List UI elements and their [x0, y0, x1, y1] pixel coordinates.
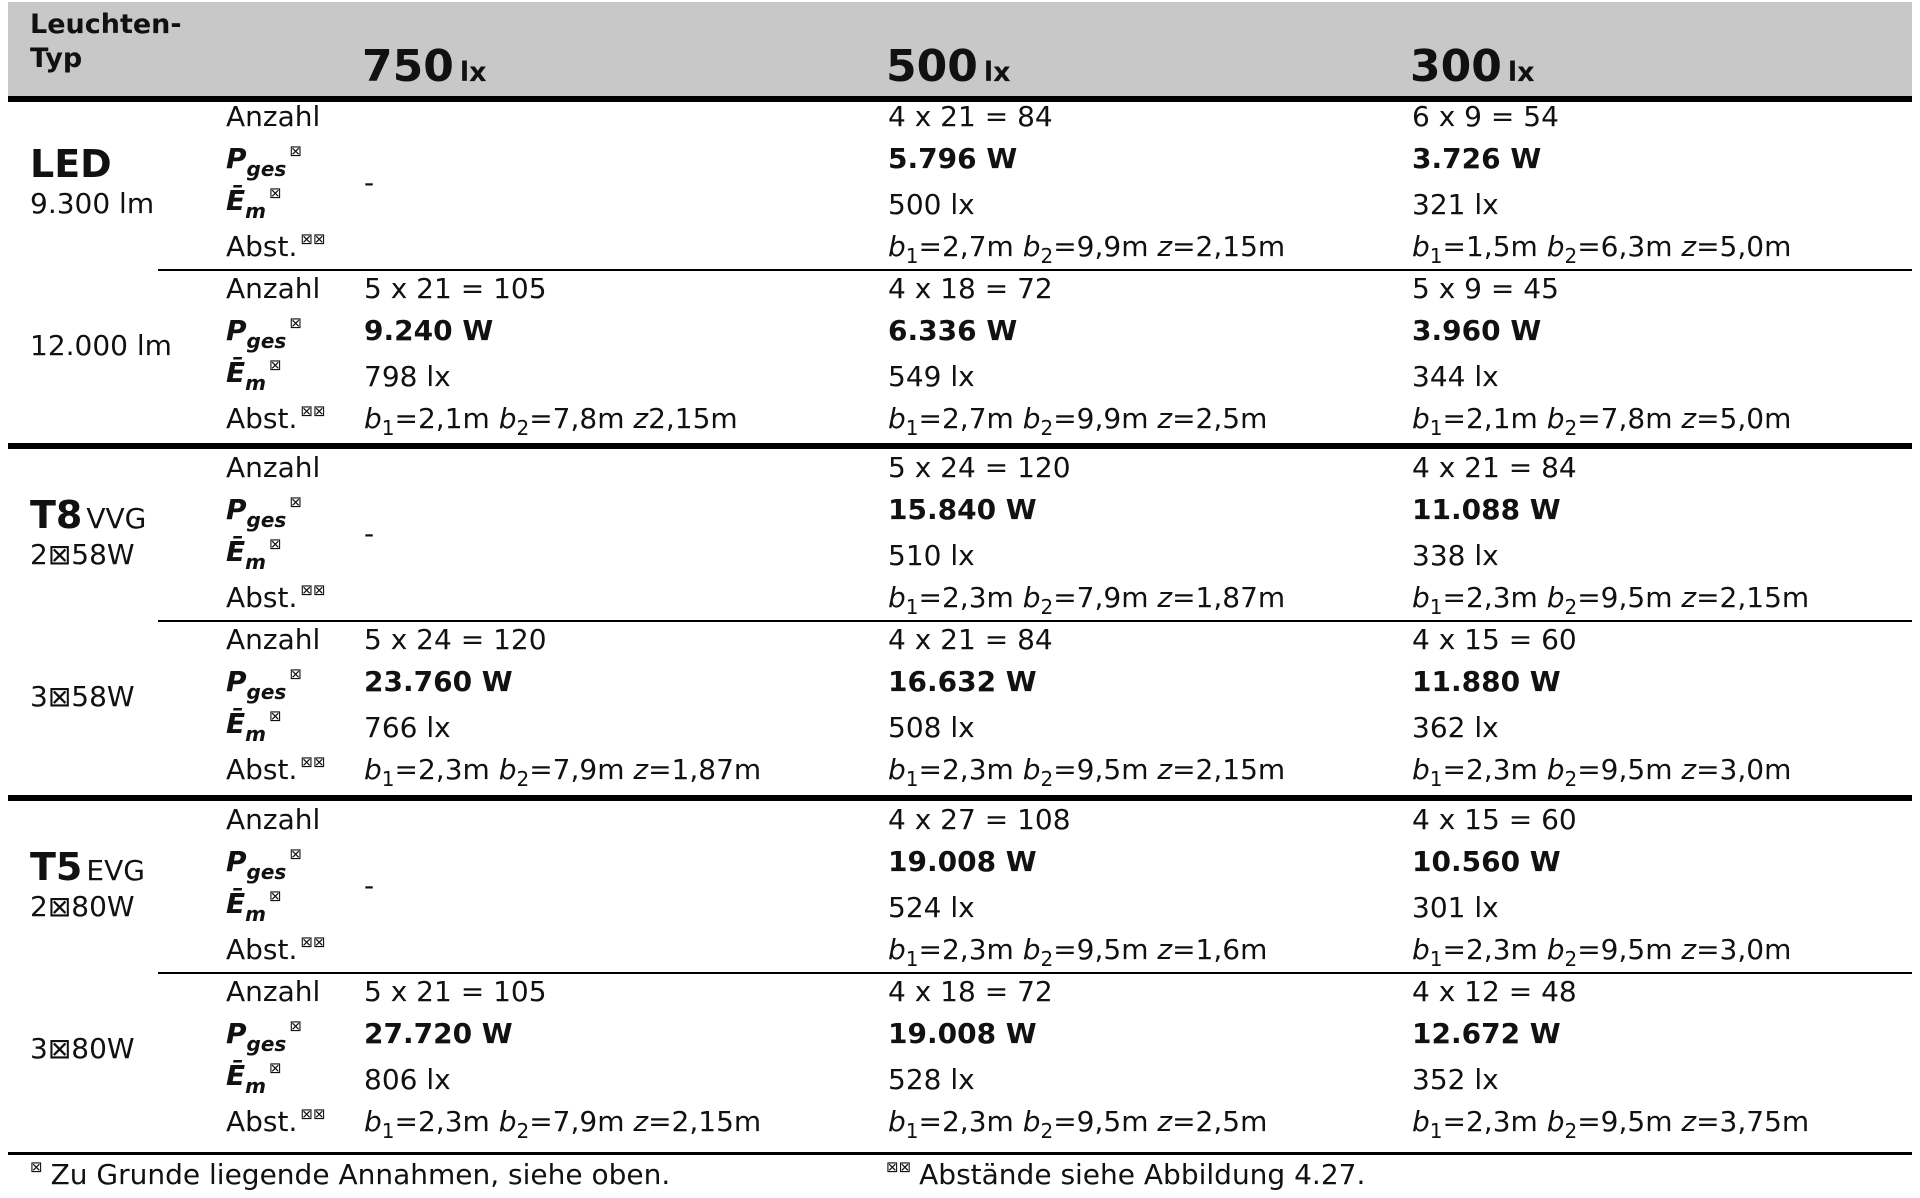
b2-subscript: 2	[1040, 767, 1054, 791]
empty-cell-dash: -	[364, 869, 375, 902]
z-symbol: z	[1157, 230, 1173, 263]
mean-illuminance: 352 lx	[1412, 1063, 1499, 1096]
param-illuminance-label	[226, 707, 282, 745]
note-mark: ⊠	[268, 356, 282, 374]
b2-value: =9,5m	[1053, 1105, 1149, 1138]
luminaire-count: 4 x 21 = 84	[888, 623, 1053, 656]
param-power-label	[226, 314, 302, 352]
total-power: 19.008 W	[888, 1017, 1037, 1050]
b1-value: =2,7m	[918, 402, 1014, 435]
b2-subscript: 2	[1564, 947, 1578, 971]
z-value: =3,75m	[1696, 1105, 1810, 1138]
b1-symbol: b	[888, 933, 906, 966]
b1-symbol: b	[1412, 1105, 1430, 1138]
param-spacing-label	[226, 581, 326, 619]
param-illuminance-label	[226, 356, 282, 394]
note-mark: ⊠	[289, 845, 302, 863]
lamp-type-label	[30, 1031, 135, 1067]
b2-symbol: b	[1022, 1105, 1041, 1138]
mean-illuminance: 528 lx	[888, 1063, 975, 1096]
illuminance-symbol: Ē	[226, 184, 246, 217]
total-power: 6.336 W	[888, 314, 1018, 347]
z-symbol: z	[633, 1105, 649, 1138]
mean-illuminance: 321 lx	[1412, 188, 1499, 221]
param-illuminance-label	[226, 887, 282, 925]
footnote-mark: ⊠	[30, 1158, 43, 1176]
b1-symbol: b	[1412, 933, 1430, 966]
luminaire-count: 4 x 27 = 108	[888, 803, 1071, 836]
lamp-ballast-type: VVG	[86, 502, 147, 535]
z-symbol: z	[1681, 581, 1697, 614]
lamp-type-label	[30, 328, 172, 364]
illuminance-subscript: m	[245, 722, 266, 746]
z-value: =1,87m	[1172, 581, 1286, 614]
b1-subscript: 1	[905, 947, 919, 971]
b2-symbol: b	[1022, 753, 1041, 786]
note-mark: ⊠	[268, 535, 282, 553]
total-power: 11.088 W	[1412, 493, 1561, 526]
b1-symbol: b	[888, 753, 906, 786]
power-symbol: P	[226, 493, 247, 526]
z-value: =3,0m	[1696, 933, 1792, 966]
spacing-label-text: Abst.	[226, 753, 298, 786]
column-header-750	[362, 42, 487, 98]
b1-subscript: 1	[1429, 416, 1443, 440]
mean-illuminance: 798 lx	[364, 360, 451, 393]
b1-subscript: 1	[1429, 595, 1443, 619]
b2-subscript: 2	[1040, 595, 1054, 619]
power-subscript: ges	[246, 508, 287, 532]
type-column-header: Leuchten- Typ	[30, 9, 182, 74]
b1-symbol: b	[364, 753, 382, 786]
mean-illuminance: 510 lx	[888, 539, 975, 572]
luminaire-count: 4 x 18 = 72	[888, 272, 1053, 305]
z-symbol: z	[1157, 933, 1173, 966]
z-value: =1,87m	[648, 753, 762, 786]
b1-subscript: 1	[1429, 767, 1443, 791]
b2-symbol: b	[498, 402, 517, 435]
lamp-variant: 9.300 lm	[30, 187, 155, 220]
power-symbol: P	[226, 314, 247, 347]
b1-value: =2,3m	[1442, 1105, 1538, 1138]
power-subscript: ges	[246, 680, 287, 704]
luminaire-spacing	[1412, 581, 1809, 617]
param-spacing-label	[226, 1105, 326, 1143]
b2-value: =9,5m	[1053, 933, 1149, 966]
luminaire-count: 6 x 9 = 54	[1412, 100, 1559, 133]
illuminance-subscript: m	[245, 550, 266, 574]
param-illuminance-label	[226, 535, 282, 573]
luminaire-count: 4 x 15 = 60	[1412, 803, 1577, 836]
z-symbol: z	[1681, 230, 1697, 263]
z-value: 2,15m	[648, 402, 738, 435]
z-value: =3,0m	[1696, 753, 1792, 786]
luminaire-count: 4 x 18 = 72	[888, 975, 1053, 1008]
b1-symbol: b	[888, 1105, 906, 1138]
b1-subscript: 1	[905, 1119, 919, 1143]
power-symbol: P	[226, 142, 247, 175]
lamp-variant: 2⊠80W	[30, 890, 135, 923]
param-spacing-label	[226, 933, 326, 971]
column-value: 500	[886, 41, 978, 92]
column-header-500	[886, 42, 1011, 98]
b1-value: =1,5m	[1442, 230, 1538, 263]
b1-subscript: 1	[1429, 1119, 1443, 1143]
b2-symbol: b	[498, 1105, 517, 1138]
luminaire-spacing	[1412, 230, 1791, 266]
z-value: =5,0m	[1696, 230, 1792, 263]
b1-subscript: 1	[905, 767, 919, 791]
total-power: 27.720 W	[364, 1017, 513, 1050]
b2-subscript: 2	[516, 767, 530, 791]
lamp-ballast-type: EVG	[86, 854, 145, 887]
luminaire-spacing	[888, 1105, 1267, 1141]
b2-value: =9,9m	[1053, 230, 1149, 263]
z-symbol: z	[1157, 581, 1173, 614]
mean-illuminance: 362 lx	[1412, 711, 1499, 744]
z-value: =2,5m	[1172, 402, 1268, 435]
footnote-mark: ⊠⊠	[886, 1158, 912, 1176]
b2-symbol: b	[1546, 230, 1565, 263]
param-power-label	[226, 1017, 302, 1055]
z-symbol: z	[1681, 933, 1697, 966]
b2-symbol: b	[1022, 933, 1041, 966]
mean-illuminance: 766 lx	[364, 711, 451, 744]
param-count-label: Anzahl	[226, 100, 321, 133]
column-unit: lx	[1507, 57, 1535, 88]
b2-symbol: b	[1546, 933, 1565, 966]
b2-symbol: b	[1546, 581, 1565, 614]
b1-value: =2,1m	[394, 402, 490, 435]
note-mark: ⊠	[289, 314, 302, 332]
luminaire-spacing	[888, 230, 1285, 266]
z-symbol: z	[1681, 402, 1697, 435]
power-subscript: ges	[246, 860, 287, 884]
b1-value: =2,3m	[918, 753, 1014, 786]
b2-value: =9,5m	[1053, 753, 1149, 786]
luminaire-count: 5 x 9 = 45	[1412, 272, 1559, 305]
column-header-300	[1410, 42, 1535, 98]
mean-illuminance: 500 lx	[888, 188, 975, 221]
luminaire-spacing	[1412, 753, 1791, 789]
total-power: 19.008 W	[888, 845, 1037, 878]
lamp-type-name: T5	[30, 845, 83, 889]
b1-value: =2,3m	[394, 1105, 490, 1138]
spacing-label-text: Abst.	[226, 933, 298, 966]
b2-subscript: 2	[1040, 1119, 1054, 1143]
illuminance-symbol: Ē	[226, 1059, 246, 1092]
z-symbol: z	[1157, 1105, 1173, 1138]
b1-symbol: b	[1412, 581, 1430, 614]
b2-value: =7,9m	[1053, 581, 1149, 614]
luminaire-spacing	[1412, 933, 1791, 969]
b1-symbol: b	[1412, 753, 1430, 786]
z-symbol: z	[633, 753, 649, 786]
b1-subscript: 1	[381, 767, 395, 791]
table-bottom-rule	[8, 1152, 1912, 1155]
param-power-label	[226, 493, 302, 531]
group-separator-rule	[8, 443, 1912, 449]
b2-subscript: 2	[1564, 1119, 1578, 1143]
note-mark: ⊠⊠	[300, 753, 326, 771]
illuminance-symbol: Ē	[226, 535, 246, 568]
total-power: 5.796 W	[888, 142, 1018, 175]
luminaire-spacing	[364, 1105, 761, 1141]
b2-subscript: 2	[1564, 416, 1578, 440]
spacing-label-text: Abst.	[226, 230, 298, 263]
z-symbol: z	[1157, 402, 1173, 435]
z-symbol: z	[633, 402, 649, 435]
b1-value: =2,7m	[918, 230, 1014, 263]
spacing-label-text: Abst.	[226, 581, 298, 614]
param-power-label	[226, 142, 302, 180]
spacing-label-text: Abst.	[226, 1105, 298, 1138]
b2-value: =9,5m	[1577, 581, 1673, 614]
param-spacing-label	[226, 402, 326, 440]
b1-value: =2,3m	[918, 581, 1014, 614]
footnote-spacing	[886, 1158, 1365, 1196]
note-mark: ⊠	[268, 887, 282, 905]
luminaire-spacing	[1412, 1105, 1809, 1141]
luminaire-count: 5 x 24 = 120	[364, 623, 547, 656]
luminaire-count: 5 x 24 = 120	[888, 451, 1071, 484]
total-power: 3.726 W	[1412, 142, 1542, 175]
b1-subscript: 1	[905, 244, 919, 268]
b1-value: =2,3m	[1442, 933, 1538, 966]
power-subscript: ges	[246, 157, 287, 181]
spacing-label-text: Abst.	[226, 402, 298, 435]
illuminance-symbol: Ē	[226, 887, 246, 920]
lamp-variant: 3⊠80W	[30, 1032, 135, 1065]
total-power: 10.560 W	[1412, 845, 1561, 878]
column-value: 750	[362, 41, 454, 92]
b1-subscript: 1	[1429, 244, 1443, 268]
param-count-label: Anzahl	[226, 451, 321, 484]
luminaire-spacing	[888, 402, 1267, 438]
luminaire-spacing	[888, 581, 1285, 617]
b2-symbol: b	[1546, 1105, 1565, 1138]
luminaire-count: 5 x 21 = 105	[364, 975, 547, 1008]
b1-symbol: b	[888, 402, 906, 435]
b2-subscript: 2	[1040, 947, 1054, 971]
illuminance-subscript: m	[245, 371, 266, 395]
param-power-label	[226, 665, 302, 703]
b2-symbol: b	[1546, 753, 1565, 786]
note-mark: ⊠	[289, 142, 302, 160]
b2-symbol: b	[1546, 402, 1565, 435]
column-value: 300	[1410, 41, 1502, 92]
mean-illuminance: 549 lx	[888, 360, 975, 393]
b1-value: =2,3m	[918, 933, 1014, 966]
luminaire-count: 4 x 15 = 60	[1412, 623, 1577, 656]
param-illuminance-label	[226, 184, 282, 222]
empty-cell-dash: -	[364, 517, 375, 550]
luminaire-spacing	[888, 933, 1267, 969]
lamp-type-label	[30, 493, 146, 573]
total-power: 15.840 W	[888, 493, 1037, 526]
b1-subscript: 1	[381, 416, 395, 440]
b1-value: =2,3m	[918, 1105, 1014, 1138]
param-power-label	[226, 845, 302, 883]
b1-symbol: b	[1412, 402, 1430, 435]
mean-illuminance: 806 lx	[364, 1063, 451, 1096]
param-spacing-label	[226, 753, 326, 791]
illuminance-subscript: m	[245, 902, 266, 926]
column-unit: lx	[983, 57, 1011, 88]
b1-subscript: 1	[381, 1119, 395, 1143]
lamp-type-name: T8	[30, 493, 83, 537]
lamp-type-name: LED	[30, 142, 112, 186]
b2-value: =7,9m	[529, 753, 625, 786]
z-value: =2,15m	[1172, 230, 1286, 263]
note-mark: ⊠	[268, 1059, 282, 1077]
total-power: 11.880 W	[1412, 665, 1561, 698]
note-mark: ⊠⊠	[300, 933, 326, 951]
z-value: =2,15m	[1696, 581, 1810, 614]
b1-value: =2,3m	[1442, 753, 1538, 786]
b2-value: =7,8m	[529, 402, 625, 435]
empty-cell-dash: -	[364, 166, 375, 199]
luminaire-count: 4 x 21 = 84	[888, 100, 1053, 133]
total-power: 16.632 W	[888, 665, 1037, 698]
mean-illuminance: 338 lx	[1412, 539, 1499, 572]
z-symbol: z	[1681, 753, 1697, 786]
footnote-assumptions	[30, 1158, 670, 1196]
total-power: 12.672 W	[1412, 1017, 1561, 1050]
illuminance-symbol: Ē	[226, 707, 246, 740]
b1-symbol: b	[888, 581, 906, 614]
b1-value: =2,1m	[1442, 402, 1538, 435]
b1-value: =2,3m	[1442, 581, 1538, 614]
note-mark: ⊠	[289, 665, 302, 683]
mean-illuminance: 344 lx	[1412, 360, 1499, 393]
z-value: =1,6m	[1172, 933, 1268, 966]
total-power: 3.960 W	[1412, 314, 1542, 347]
z-value: =2,15m	[1172, 753, 1286, 786]
param-illuminance-label	[226, 1059, 282, 1097]
note-mark: ⊠	[268, 184, 282, 202]
luminaire-count: 4 x 21 = 84	[1412, 451, 1577, 484]
lamp-type-label	[30, 142, 154, 222]
power-subscript: ges	[246, 329, 287, 353]
total-power: 9.240 W	[364, 314, 494, 347]
luminaire-spacing	[888, 753, 1285, 789]
b1-subscript: 1	[905, 416, 919, 440]
b2-symbol: b	[498, 753, 517, 786]
b2-subscript: 2	[516, 1119, 530, 1143]
row-separator-rule	[158, 620, 1912, 622]
b1-symbol: b	[888, 230, 906, 263]
param-count-label: Anzahl	[226, 975, 321, 1008]
column-unit: lx	[459, 57, 487, 88]
b2-subscript: 2	[1040, 244, 1054, 268]
note-mark: ⊠⊠	[300, 1105, 326, 1123]
note-mark: ⊠	[289, 493, 302, 511]
total-power: 23.760 W	[364, 665, 513, 698]
illuminance-subscript: m	[245, 1074, 266, 1098]
b2-subscript: 2	[1564, 244, 1578, 268]
lamp-type-label	[30, 845, 145, 925]
z-value: =2,5m	[1172, 1105, 1268, 1138]
b2-value: =7,9m	[529, 1105, 625, 1138]
param-count-label: Anzahl	[226, 803, 321, 836]
illuminance-symbol: Ē	[226, 356, 246, 389]
mean-illuminance: 508 lx	[888, 711, 975, 744]
mean-illuminance: 524 lx	[888, 891, 975, 924]
note-mark: ⊠	[289, 1017, 302, 1035]
luminaire-spacing	[1412, 402, 1791, 438]
row-separator-rule	[158, 972, 1912, 974]
lamp-type-label	[30, 679, 135, 715]
b1-subscript: 1	[905, 595, 919, 619]
note-mark: ⊠⊠	[300, 230, 326, 248]
power-symbol: P	[226, 845, 247, 878]
power-symbol: P	[226, 1017, 247, 1050]
b2-value: =9,5m	[1577, 753, 1673, 786]
b2-symbol: b	[1022, 581, 1041, 614]
power-symbol: P	[226, 665, 247, 698]
b2-subscript: 2	[1564, 595, 1578, 619]
illuminance-subscript: m	[245, 199, 266, 223]
z-value: =2,15m	[648, 1105, 762, 1138]
z-value: =5,0m	[1696, 402, 1792, 435]
b1-value: =2,3m	[394, 753, 490, 786]
b1-symbol: b	[364, 402, 382, 435]
param-count-label: Anzahl	[226, 623, 321, 656]
lamp-variant: 12.000 lm	[30, 329, 172, 362]
b2-symbol: b	[1022, 402, 1041, 435]
b2-value: =9,9m	[1053, 402, 1149, 435]
note-mark: ⊠⊠	[300, 402, 326, 420]
b1-symbol: b	[1412, 230, 1430, 263]
z-symbol: z	[1157, 753, 1173, 786]
param-spacing-label	[226, 230, 326, 268]
b2-value: =7,8m	[1577, 402, 1673, 435]
footnote-text: Abstände siehe Abbildung 4.27.	[919, 1158, 1366, 1191]
note-mark: ⊠	[268, 707, 282, 725]
b2-subscript: 2	[1040, 416, 1054, 440]
luminaire-spacing	[364, 402, 738, 438]
luminaire-spacing	[364, 753, 761, 789]
b2-subscript: 2	[516, 416, 530, 440]
lamp-variant: 3⊠58W	[30, 680, 135, 713]
lamp-variant: 2⊠58W	[30, 538, 135, 571]
b1-subscript: 1	[1429, 947, 1443, 971]
group-separator-rule	[8, 795, 1912, 801]
row-separator-rule	[158, 269, 1912, 271]
b2-value: =6,3m	[1577, 230, 1673, 263]
power-subscript: ges	[246, 1032, 287, 1056]
mean-illuminance: 301 lx	[1412, 891, 1499, 924]
luminaire-count: 4 x 12 = 48	[1412, 975, 1577, 1008]
note-mark: ⊠⊠	[300, 581, 326, 599]
b2-symbol: b	[1022, 230, 1041, 263]
b2-value: =9,5m	[1577, 933, 1673, 966]
luminaire-count: 5 x 21 = 105	[364, 272, 547, 305]
param-count-label: Anzahl	[226, 272, 321, 305]
b2-value: =9,5m	[1577, 1105, 1673, 1138]
footnote-text: Zu Grunde liegende Annahmen, siehe oben.	[50, 1158, 671, 1191]
b1-symbol: b	[364, 1105, 382, 1138]
z-symbol: z	[1681, 1105, 1697, 1138]
b2-subscript: 2	[1564, 767, 1578, 791]
